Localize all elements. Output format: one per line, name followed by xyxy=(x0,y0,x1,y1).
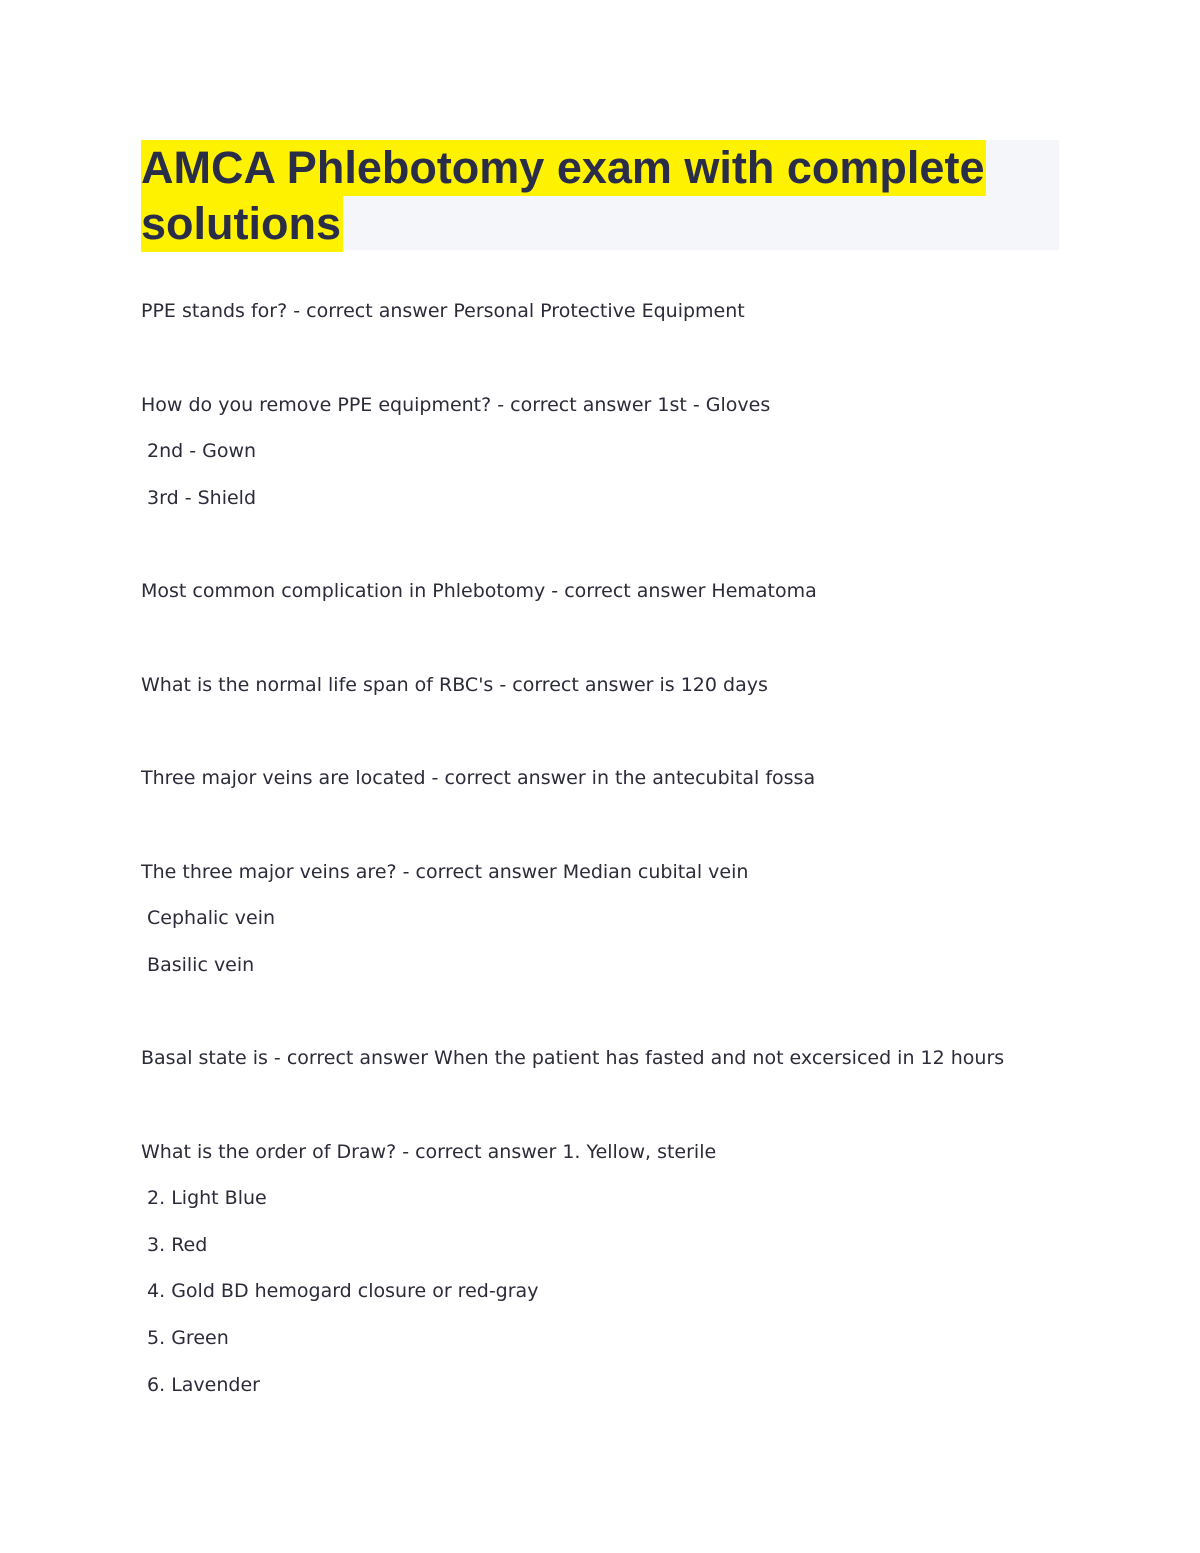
qa-remove-ppe-step-3: 3rd - Shield xyxy=(141,487,257,509)
title-block xyxy=(141,140,1059,250)
qa-remove-ppe-step-2: 2nd - Gown xyxy=(141,440,257,462)
qa-three-major-veins-3: Basilic vein xyxy=(141,954,255,976)
qa-order-of-draw-5: 5. Green xyxy=(141,1327,229,1349)
qa-order-of-draw-3: 3. Red xyxy=(141,1234,208,1256)
qa-order-of-draw-6: 6. Lavender xyxy=(141,1374,260,1396)
qa-remove-ppe: How do you remove PPE equipment? - correct answer 1st - Gloves xyxy=(141,394,771,416)
qa-major-veins-location: Three major veins are located - correct answer in the antecubital fossa xyxy=(141,767,816,789)
qa-order-of-draw-4: 4. Gold BD hemogard closure or red-gray xyxy=(141,1280,539,1302)
qa-rbc-life-span: What is the normal life span of RBC's - correct answer is 120 days xyxy=(141,674,768,696)
qa-ppe-stands-for: PPE stands for? - correct answer Personal Protective Equipment xyxy=(141,300,745,322)
page-title-line-1: AMCA Phlebotomy exam with complete xyxy=(141,140,986,196)
qa-basal-state: Basal state is - correct answer When the patient has fasted and not excersiced in 12 hours xyxy=(141,1047,1005,1069)
qa-common-complication: Most common complication in Phlebotomy - correct answer Hematoma xyxy=(141,580,817,602)
qa-order-of-draw: What is the order of Draw? - correct answer 1. Yellow, sterile xyxy=(141,1141,717,1163)
qa-three-major-veins: The three major veins are? - correct answer Median cubital vein xyxy=(141,861,749,883)
qa-order-of-draw-2: 2. Light Blue xyxy=(141,1187,267,1209)
qa-three-major-veins-2: Cephalic vein xyxy=(141,907,276,929)
page-title-line-2: solutions xyxy=(141,196,343,252)
